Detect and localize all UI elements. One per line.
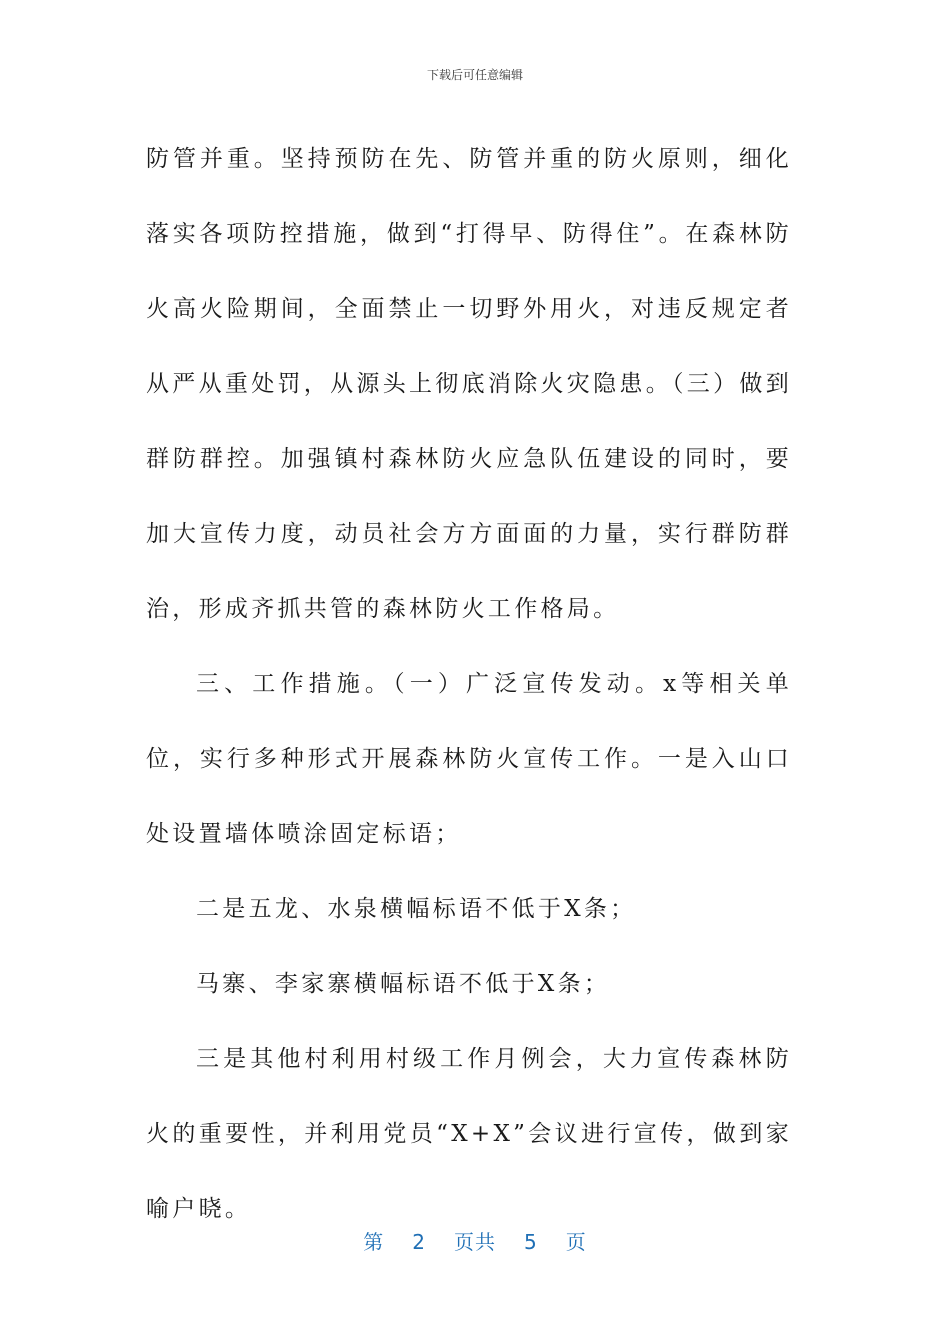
paragraph-2: 三、工作措施。（一）广泛宣传发动。x等相关单位，实行多种形式开展森林防火宣传工作。一是入山口处设置墙体喷涂固定标语； — [146, 671, 792, 847]
paragraph-3: 二是五龙、水泉横幅标语不低于X条； — [196, 896, 637, 922]
paragraph-4: 马寨、李家寨横幅标语不低于X条； — [196, 971, 611, 997]
footer-suffix: 页 — [565, 1230, 587, 1254]
header-note: 下载后可任意编辑 — [426, 68, 523, 82]
page-footer — [0, 1226, 950, 1255]
document-body — [146, 122, 792, 1247]
current-page-number: 2 — [412, 1230, 426, 1254]
total-page-number: 5 — [524, 1230, 538, 1254]
paragraph-5: 三是其他村利用村级工作月例会，大力宣传森林防火的重要性，并利用党员“X+X”会议进行宣传，做到家喻户晓。 — [146, 1046, 792, 1222]
paragraph-1: 防管并重。坚持预防在先、防管并重的防火原则，细化落实各项防控措施，做到“打得早、防得住”。在森林防火高火险期间，全面禁止一切野外用火，对违反规定者从严从重处罚，从源头上彻底消除火灾隐患。（三）做到群防群控。加强镇村森林防火应急队伍建设的同时，要加大宣传力度，动员社会方方面面的力量，实行群防群治，形成齐抓共管的森林防火工作格局。 — [146, 146, 792, 622]
footer-middle: 页共 — [454, 1230, 496, 1254]
footer-prefix: 第 — [363, 1230, 385, 1254]
